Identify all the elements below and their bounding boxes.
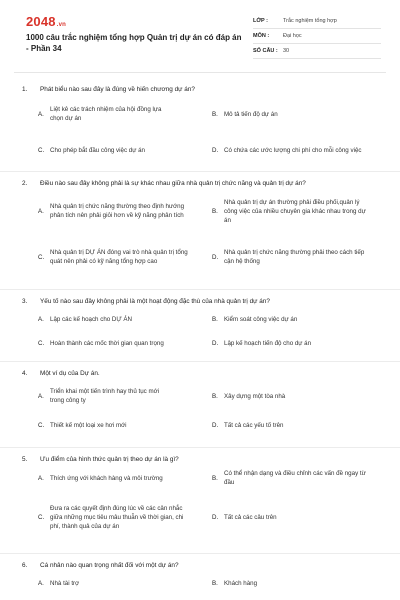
option-text: Nhà tài trợ <box>50 579 80 587</box>
option-text: Triển khai một tiến trình hay thủ tục mới trong công ty <box>50 388 160 404</box>
option-letter: C. <box>38 146 45 154</box>
option-text: Mô tả tiến độ dự án <box>224 110 278 118</box>
question-text <box>22 85 382 94</box>
option-letter: D. <box>212 146 219 154</box>
option-a[interactable] <box>38 102 208 126</box>
question-3 <box>0 290 400 362</box>
document-header <box>0 0 400 72</box>
question-number: 5. <box>22 456 28 463</box>
option-letter: A. <box>38 315 44 323</box>
logo-sub: .vn <box>56 22 67 28</box>
question-text <box>22 369 382 378</box>
site-logo[interactable] <box>26 14 66 29</box>
option-d[interactable] <box>212 418 382 432</box>
option-letter: B. <box>212 110 218 118</box>
option-letter: D. <box>212 339 219 347</box>
option-letter: A. <box>38 392 44 400</box>
question-2 <box>0 172 400 290</box>
question-4 <box>0 362 400 448</box>
option-c[interactable] <box>38 138 208 162</box>
question-5 <box>0 448 400 554</box>
option-letter: B. <box>212 315 218 323</box>
meta-row-subject <box>253 29 381 44</box>
question-prompt: Một ví dụ của Dự án. <box>40 370 100 377</box>
meta-row-count <box>253 44 381 59</box>
meta-key: MÔN : <box>253 33 270 39</box>
option-c[interactable] <box>38 500 208 534</box>
question-prompt: Yếu tố nào sau đây không phải là một hoạt động đặc thù của nhà quản trị dự án? <box>40 298 270 305</box>
option-text: Kiểm soát công việc dự án <box>224 315 298 323</box>
question-number: 3. <box>22 298 28 305</box>
option-letter: D. <box>212 253 219 261</box>
question-number: 1. <box>22 86 28 93</box>
question-prompt: Ưu điểm của hình thức quản trị theo dự án là gì? <box>40 456 179 463</box>
option-letter: D. <box>212 421 219 429</box>
option-text: Lập kế hoạch tiến độ cho dự án <box>224 339 312 347</box>
question-prompt: Phát biểu nào sau đây là đúng về hiến chương dự án? <box>40 86 195 93</box>
option-letter: C. <box>38 339 45 347</box>
option-text: Xây dựng một tòa nhà <box>224 392 286 400</box>
option-text: Tất cả các câu trên <box>224 513 277 521</box>
option-text: Nhà quản trị chức năng thường phải theo cách tiếp cận hệ thống <box>224 249 365 265</box>
question-prompt: Cá nhân nào quan trọng nhất đối với một dự án? <box>40 562 179 569</box>
question-text <box>22 561 382 570</box>
option-letter: A. <box>38 579 44 587</box>
option-d[interactable] <box>212 336 382 350</box>
question-number: 6. <box>22 562 28 569</box>
header-divider <box>14 72 386 73</box>
meta-value: Trắc nghiệm tổng hợp <box>283 18 337 24</box>
option-text: Có thể nhận dạng và điều chỉnh các vấn đề ngay từ đầu <box>224 470 366 486</box>
option-b[interactable] <box>212 312 382 326</box>
question-prompt: Điều nào sau đây không phải là sự khác nhau giữa nhà quản trị chức năng và quản trị dự án? <box>40 180 306 187</box>
option-a[interactable] <box>38 312 208 326</box>
option-letter: B. <box>212 392 218 400</box>
option-letter: B. <box>212 474 218 482</box>
question-number: 4. <box>22 370 28 377</box>
option-letter: B. <box>212 207 218 215</box>
option-text: Nhà quản trị chức năng thường theo định hướng phân tích nên phải giỏi hơn về kỹ năng phân tích <box>50 203 185 219</box>
meta-row-class <box>253 14 381 29</box>
question-6 <box>0 554 400 600</box>
option-letter: C. <box>38 253 45 261</box>
meta-key: LỚP : <box>253 18 268 24</box>
meta-key: SỐ CÂU : <box>253 48 278 54</box>
document-meta <box>253 14 381 59</box>
option-a[interactable] <box>38 384 208 408</box>
option-d[interactable] <box>212 138 382 162</box>
document-title: 1000 câu trắc nghiệm tổng hợp Quản trị dự án có đáp án - Phần 34 <box>26 33 242 53</box>
option-b[interactable] <box>212 102 382 126</box>
option-text: Thiết kế một loại xe hơi mới <box>50 421 127 429</box>
option-a[interactable] <box>38 194 208 228</box>
meta-value: 30 <box>283 48 290 54</box>
meta-value: Đại học <box>283 33 302 39</box>
option-letter: A. <box>38 474 44 482</box>
question-1 <box>0 78 400 172</box>
option-b[interactable] <box>212 576 382 590</box>
option-letter: A. <box>38 207 44 215</box>
question-text <box>22 297 382 306</box>
option-text: Lập các kế hoạch cho DỰ ÁN <box>50 315 132 323</box>
question-number: 2. <box>22 180 28 187</box>
option-text: Nhà quản trị DỰ ÁN đóng vai trò nhà quản trị tổng quát nên phải có kỹ năng tổng hợp cao <box>50 249 188 265</box>
option-text: Liệt kê các trách nhiệm của hội đồng lựa chọn dự án <box>50 106 162 122</box>
question-list <box>0 78 400 600</box>
option-c[interactable] <box>38 418 208 432</box>
question-text <box>22 455 382 464</box>
option-text: Khách hàng <box>224 579 258 587</box>
option-a[interactable] <box>38 466 208 490</box>
option-b[interactable] <box>212 384 382 408</box>
option-c[interactable] <box>38 240 208 274</box>
option-letter: B. <box>212 579 218 587</box>
option-text: Nhà quản trị dự án thường phải điều phối,quản lý công việc của nhiều chuyên gia khác nhau trong dự án <box>224 198 366 224</box>
option-letter: C. <box>38 513 45 521</box>
option-text: Cho phép bắt đầu công việc dự án <box>50 146 145 154</box>
option-b[interactable] <box>212 194 382 228</box>
option-letter: D. <box>212 513 219 521</box>
option-c[interactable] <box>38 336 208 350</box>
option-text: Có chứa các ước lượng chi phí cho mỗi công việc <box>224 146 362 154</box>
logo-main: 2048 <box>26 14 56 29</box>
option-d[interactable] <box>212 500 382 534</box>
question-text <box>22 179 382 188</box>
option-letter: C. <box>38 421 45 429</box>
option-text: Đưa ra các quyết định đúng lúc về các cân nhắc giữa những mục tiêu mâu thuẫn về thời gian, chi phí, thành quả của dự án <box>50 504 184 530</box>
option-letter: A. <box>38 110 44 118</box>
option-a[interactable] <box>38 576 208 590</box>
option-text: Thích ứng với khách hàng và môi trường <box>50 474 163 482</box>
option-b[interactable] <box>212 466 382 490</box>
option-d[interactable] <box>212 240 382 274</box>
option-text: Tất cả các yếu tố trên <box>224 421 284 429</box>
option-text: Hoàn thành các mốc thời gian quan trọng <box>50 339 164 347</box>
